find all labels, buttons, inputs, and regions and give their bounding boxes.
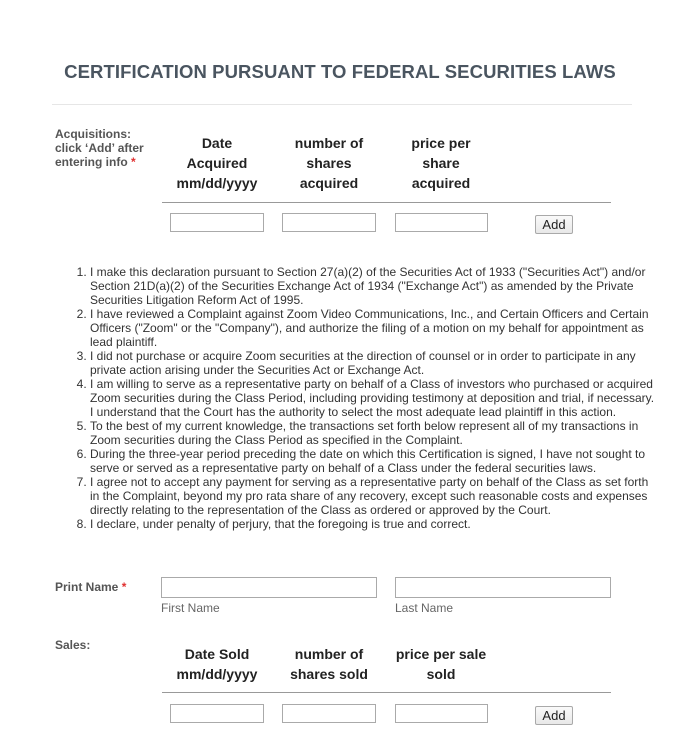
acq-date-input[interactable] xyxy=(170,213,264,232)
acq-shares-input[interactable] xyxy=(282,213,376,232)
acq-add-button[interactable]: Add xyxy=(535,215,573,234)
declaration-item: 3. I did not purchase or acquire Zoom securities at the direction of counsel or in order to participate in any private action arising under the Securities Act or Exchange Act. xyxy=(90,349,656,377)
acq-price-input[interactable] xyxy=(395,213,488,232)
acq-col-shares-header: number of shares acquired xyxy=(294,135,364,191)
acq-col-price-header: price per share acquired xyxy=(411,135,471,191)
sales-col-shares-header: number of shares sold xyxy=(290,646,368,682)
declaration-item: 8. I declare, under penalty of perjury, that the foregoing is true and correct. xyxy=(90,517,656,531)
declaration-item: 5. To the best of my current knowledge, the transactions set forth below represent all of my transactions in Zoom securities during the Class Period as specified in the Complaint. xyxy=(90,419,656,447)
required-marker: * xyxy=(121,580,127,594)
print-name-label: Print Name * xyxy=(55,580,127,594)
last-name-sublabel: Last Name xyxy=(395,601,454,615)
acq-col-date-header: Date Acquired mm/dd/yyyy xyxy=(176,135,258,191)
sales-label: Sales: xyxy=(55,638,91,652)
first-name-input[interactable] xyxy=(161,577,377,598)
sales-price-input[interactable] xyxy=(395,704,488,723)
sales-col-price-header: price per sale sold xyxy=(395,646,487,682)
title-divider xyxy=(52,104,632,105)
declaration-item: 6. During the three-year period preceding the date on which this Certification is signed, I have not sought to serve or served as a representative party on behalf of a Class under the federal securities laws. xyxy=(90,447,656,475)
sales-add-button[interactable]: Add xyxy=(535,706,573,725)
acquisitions-label-line1: Acquisitions: xyxy=(55,127,132,141)
sales-date-input[interactable] xyxy=(170,704,264,723)
declarations-list xyxy=(66,265,656,531)
last-name-input[interactable] xyxy=(395,577,611,598)
sales-shares-input[interactable] xyxy=(282,704,376,723)
sales-header-divider xyxy=(162,692,611,693)
declaration-item: 7. I agree not to accept any payment for serving as a representative party on behalf of the Class as set forth in the Complaint, beyond my pro rata share of any recovery, except such reasonable costs and expenses directly relating to the representation of the Class as ordered or approved by the Court. xyxy=(90,475,656,517)
declaration-item: 4. I am willing to serve as a representative party on behalf of a Class of investors who purchased or acquired Zoom securities during the Class Period, including providing testimony at deposition and trial, if necessary. I understand that the Court has the authority to select the most adequate lead plaintiff in this action. xyxy=(90,377,656,419)
acquisitions-label-line3: entering info xyxy=(55,155,128,169)
acquisitions-label-line2: click ‘Add’ after xyxy=(55,141,144,155)
first-name-sublabel: First Name xyxy=(161,601,220,615)
page-title: CERTIFICATION PURSUANT TO FEDERAL SECURITIES LAWS xyxy=(64,61,616,82)
declaration-item: 1. I make this declaration pursuant to Section 27(a)(2) of the Securities Act of 1933 ("Securities Act") and/or Section 21D(a)(2) of the Securities Exchange Act of 1934 ("Exchange Act") as amended by the Private Securities Litigation Reform Act of 1995. xyxy=(90,265,656,307)
declaration-item: 2. I have reviewed a Complaint against Zoom Video Communications, Inc., and Certain Officers and Certain Officers ("Zoom" or the "Company"), and authorize the filing of a motion on my behalf for appointment as lead plaintiff. xyxy=(90,307,656,349)
sales-col-date-header: Date Sold mm/dd/yyyy xyxy=(176,646,258,682)
required-marker: * xyxy=(131,155,136,169)
acq-header-divider xyxy=(162,202,611,203)
acquisitions-label xyxy=(55,127,144,169)
